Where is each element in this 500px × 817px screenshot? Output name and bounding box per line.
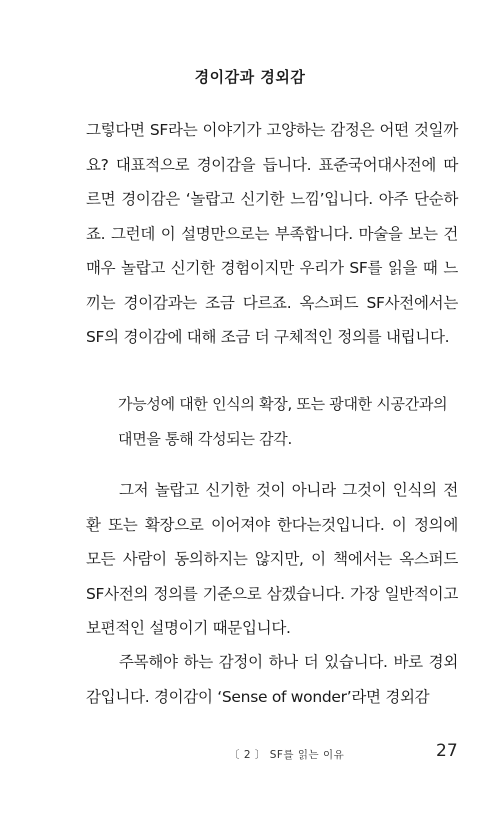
page-number: 27 <box>436 741 458 761</box>
body-paragraph-2: 그저 놀랍고 신기한 것이 아니라 그것이 인식의 전환 또는 확장으로 이어져야 한다는것입니다. 이 정의에 모든 사람이 동의하지는 않지만, 이 책에서는 옥스퍼드 SF사전의 정의를 기준으로 삼겠습니다. 가장 일반적이고 보편적인 설명이기 때문입니다. <box>86 481 458 637</box>
body-paragraph-1: 그렇다면 SF라는 이야기가 고양하는 감정은 어떤 것일까요? 대표적으로 경이감을 듭니다. 표준국어대사전에 따르면 경이감은 ‘놀랍고 신기한 느낌’입니다. 아주 단순하죠. 그런데 이 설명만으로는 부족합니다. 마술을 보는 건 매우 놀랍고 신기한 경험이지만 우리가 SF를 읽을 때 느끼는 경이감과는 조금 다르죠. 옥스퍼드 SF사전에서는 SF의 경이감에 대해 조금 더 구체적인 정의를 내립니다. <box>86 121 458 346</box>
block-quote: 가능성에 대한 인식의 확장, 또는 광대한 시공간과의 대면을 통해 각성되는 감각. <box>118 395 448 448</box>
footer-chapter-label: 〔 2 〕 SF를 읽는 이유 <box>229 749 345 761</box>
body-paragraph-3: 주목해야 하는 감정이 하나 더 있습니다. 바로 경외감입니다. 경이감이 ‘Sense of wonder’라면 경외감 <box>86 653 458 706</box>
page-title: 경이감과 경외감 <box>194 68 306 86</box>
